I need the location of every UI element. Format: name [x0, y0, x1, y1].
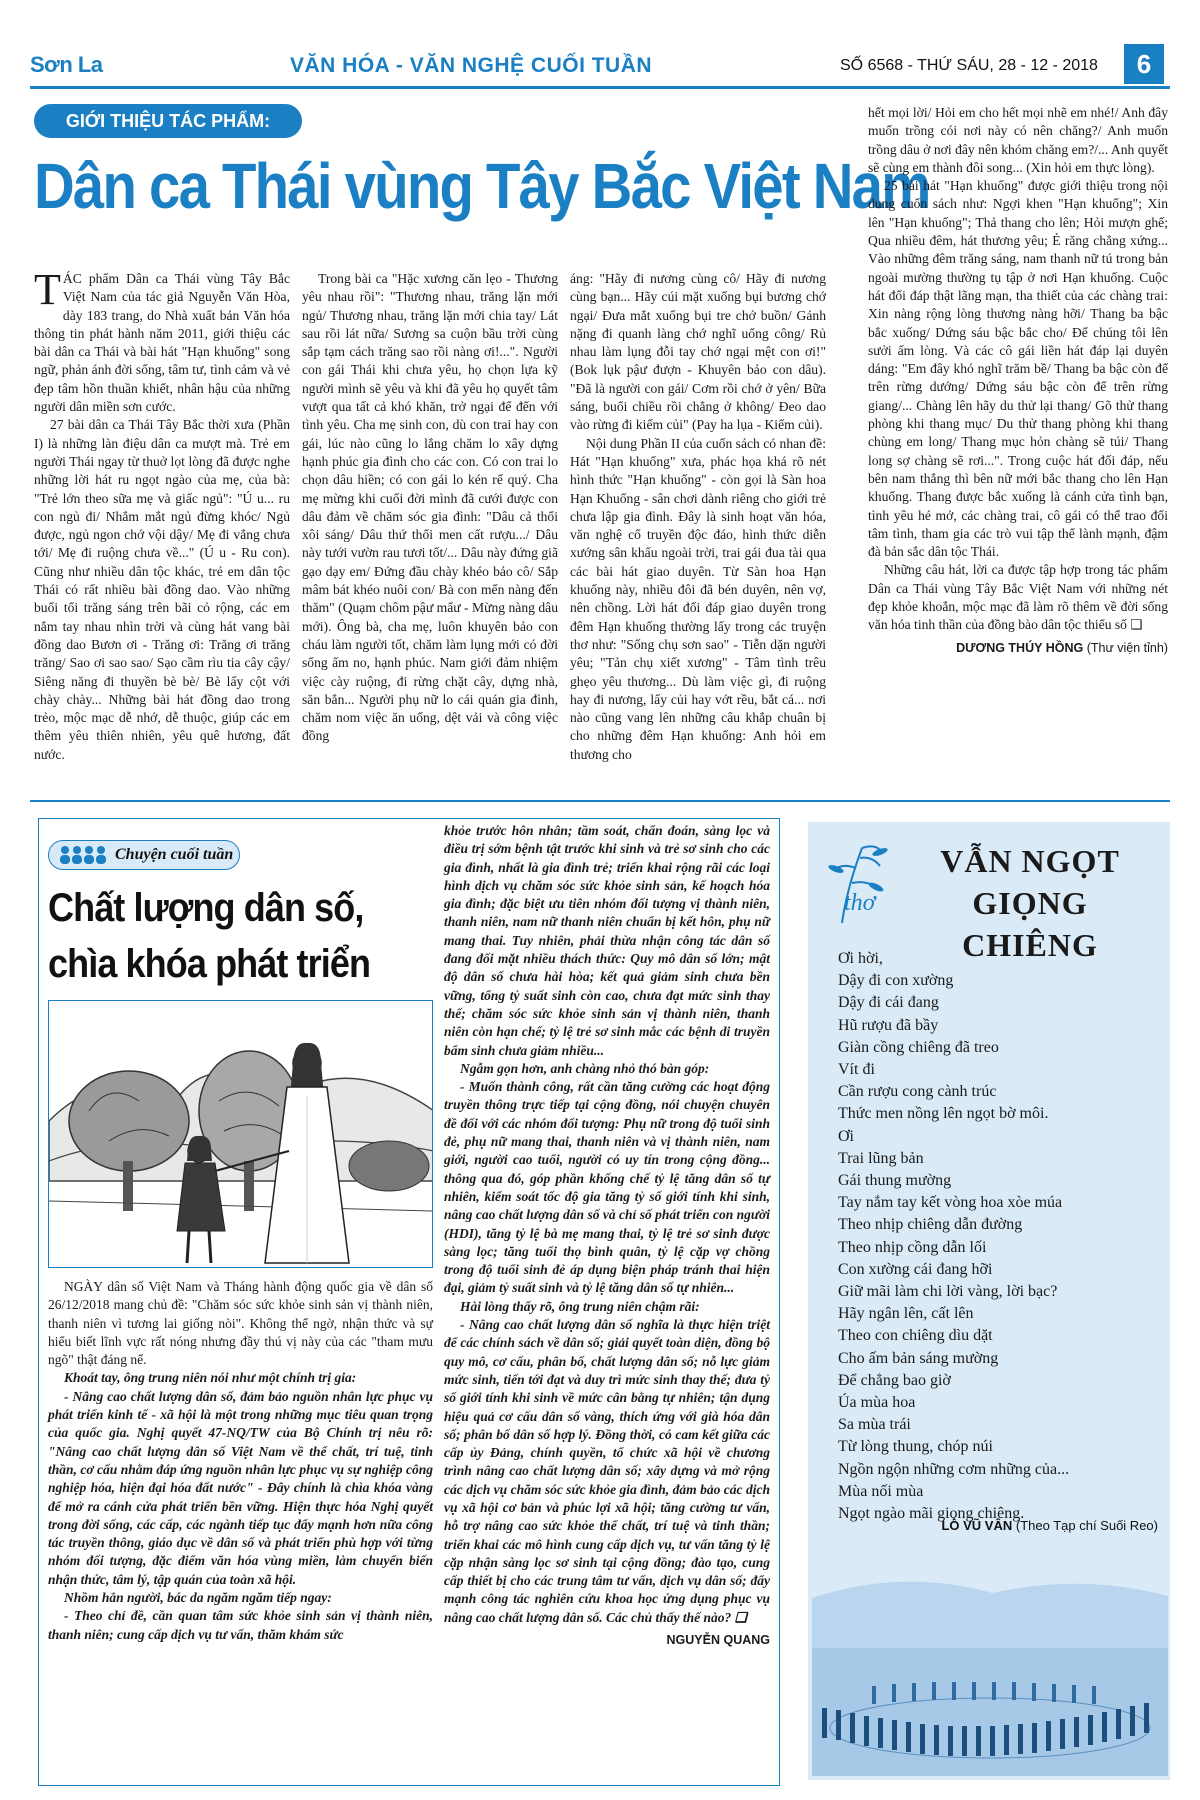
- feature-byline: [868, 639, 1168, 657]
- people-icon: [59, 845, 107, 870]
- feature-column-2: [302, 270, 558, 746]
- masthead: [30, 44, 1176, 84]
- poem-byline: [838, 1518, 1158, 1533]
- story-lead: NGÀY dân số Việt Nam và Tháng hành động quốc gia về dân số 26/12/2018 mang chủ đề: "Chăm sóc sức khỏe sinh sản vị thành niên, thanh niên vì tương lai giống nòi". Không thể ngờ, nhận thức và sự hiểu biết lĩnh vực rất nóng nhưng đầy thú vị này của các "tham mưu ngõ" thật đáng nể.: [48, 1279, 433, 1368]
- poem-line: Ngồn ngộn những cơm những của...: [838, 1460, 1070, 1478]
- issue-info: SỐ 6568 - THỨ SÁU, 28 - 12 - 2018: [840, 57, 1098, 74]
- feature-column-3: [570, 270, 826, 764]
- story-paragraph: Nhồm hẳn người, bác da ngăm ngăm tiếp ngay:: [64, 1590, 332, 1606]
- poem-line: Cần rượu cong cành trúc: [838, 1083, 997, 1101]
- feature-paragraph: hết mọi lời/ Hỏi em cho hết mọi nhẽ em nhé!/ Anh đây muốn trồng cói nơi này có nên chăng?/ Anh muốn trồng dâu ở nơi đây nên khóm chăng em?/... Anh quyết sẽ cùng em thành đôi song... (Xin hỏi em thực lòng).: [868, 105, 1168, 175]
- story-paragraph: Hài lòng thấy rõ, ông trung niên chậm rãi:: [460, 1298, 700, 1314]
- story-kicker: [48, 840, 240, 870]
- page-number: 6: [1124, 44, 1164, 84]
- poem-line: Thức men nồng lên ngọt bờ môi.: [838, 1105, 1049, 1123]
- feature-paragraph: Nội dung Phần II của cuốn sách có nhan đề: Hát "Hạn khuống" xưa, phác họa khá rõ nét hình thức "Hạn khuống" - còn gọi là Sàn hoa Hạn Khuống - sân chơi dành riêng cho giới trẻ chưa lập gia đình. Đây là sinh hoạt văn hóa, văn nghệ cổ truyền độc đáo, hình thức diễn xướng sân khấu ngoài trời, trai gái đua tài qua các bài hát giao duyên. Từ Sàn hoa Hạn khuống này, nhiều đôi đã bén duyên, nên vợ, nên chồng. Lời hát đối đáp giao duyên trong đêm Hạn khuống thường lấy trong các truyện thơ như: "Sống chụ sơn sao" - Tiễn dặn người yêu; "Tản chụ xiết xương" - Tâm tình trêu ghẹo yêu thương... Dù làm việc gì, đi ruộng hay đi nương, lấy củi hay vớt rều, bắt cá... nơi nào cũng vang lên những câu khắp chuân bị cho những đêm Hạn khuống: Anh hỏi em thương cho: [570, 435, 826, 762]
- poem-line: Hũ rượu đã bầy: [838, 1016, 939, 1034]
- feature-paragraph: 25 bài hát "Hạn khuống" được giới thiệu trong nội dung cuốn sách như: Ngợi khen "Hạn khuống"; Xin lên "Hạn khuống"; Thả thang cho lên; Hỏi mượn ghế; Qua nhiều đêm, hát thương yêu; Ẻ răng chẳng xứng... Vào những đêm trăng sáng, nam thanh nữ tú trong bản ngoài mường thường tụ tập ở nơi Hạn khuống. Cuộc hát đối đáp thật lãng mạn, tha thiết của các chàng trai: Xin nàng rộng lòng thương nàng hỡi/ Thang ba bậc bắc xuống/ Dứng sáu bậc bắc cho/ Để chúng tôi lên sưởi ấm lòng. Và các cô gái liền hát đáp lại duyên dáng: "Em đây khó nghĩ trăm bề/ Thang ba bậc còn để trên rừng dướng/ Dứng sáu bậc còn để trên rừng giang/... Chàng lên hãy du thử lại thang/ Gõ thử thang phòng khi thang mục/ Du thử thang phòng khi thang chùng em long/ Thang mục hỏn chàng sẽ túi/ Thang long sợ chàng sẽ rơi...". Trong cuộc hát đối đáp, nếu bên nam thắng thì bên nữ mới bắc thang cho lên Hạn khuống. Thang được bắc xuống là cánh cửa tình bạn, tình yêu hé mở, các chàng trai, cô gái có thể trao đổi tâm tình, tham gia các trò vui tập thể lành mạnh, đậm đà bản sắc dân tộc Thái.: [868, 178, 1168, 560]
- feature-paragraph: 27 bài dân ca Thái Tây Bắc thời xưa (Phần I) là những làn điệu dân ca mượt mà. Trẻ em người Thái ngay từ thuở lọt lòng đã được nghe những lời hát ru ngọt ngào của mẹ, của bà: "Trẻ lớn theo sữa mẹ và giấc ngủ": "Ú u... ru con ngủ đi/ Nhắm mắt ngủ đừng khóc/ Ngủ được, ngủ ngon chớ vội dậy/ Mẹ đi vắng chưa tới/ Mẹ đi ruộng chưa về..." (Ú u - Ru con). Cũng như nhiều dân tộc khác, trẻ em dân tộc Thái có rất nhiều bài đồng dao. Vào những buổi tối trăng sáng trên bãi cỏ rộng, các em nắm tay nhau nhìn trời và cùng hát vang bài đồng dao Bươn ơi - Trăng ơi: Trăng ơi trăng trăng/ Sao ơi sao sao/ Sạo cầm rìu tia cây cậy/ Siêng năng đi thuyền bè bè/ Bè lấy cột với chày chày... Những bài hát đồng dao trong trẻo, mộc mạc dễ nhớ, dễ thuộc, giúp các em thêm yêu thiên nhiên, yêu quê hương, đất nước.: [34, 417, 290, 762]
- story-paragraph: - Muốn thành công, rất cần tăng cường các hoạt động truyền thông trực tiếp tại cộng đồng, nói chuyện chuyên đề đối với các nhóm đối tượng: Phụ nữ trong độ tuổi sinh đẻ, phụ nữ mang thai, thanh niên và vị thành niên, nam giới, người cao tuổi, người có uy tín trong cộng đồng... thông qua đó, góp phần khống chế tỷ lệ tăng dân số tự nhiên, kiểm soát tốc độ gia tăng tỷ số giới tính khi sinh, nâng cao chất lượng dân số và chỉ số phát triển con người (HDI), tăng tỷ lệ bà mẹ mang thai, tỷ lệ trẻ sơ sinh được sàng lọc; tăng tuổi thọ bình quân, tỷ lệ cặp vợ chồng trong độ tuổi sinh đẻ áp dụng biện pháp tránh thai hiện đại, giảm tỷ suất sinh và tỷ lệ tăng dân số tự nhiên...: [444, 1079, 770, 1296]
- poem-line: Ơi hời,: [838, 950, 883, 967]
- poem-line: Tay nắm tay kết vòng hoa xòe múa: [838, 1194, 1063, 1212]
- section-title: VĂN HÓA - VĂN NGHỆ CUỐI TUẦN: [290, 54, 653, 77]
- feature-paragraph: áng: "Hãy đi nương cùng cô/ Hãy đi nương cùng bạn... Hãy cúi mặt xuống bụi bương chớ ngại/ Đưa mắt xuống bụi tre chớ buồn/ Gánh nặng đi quanh làng chớ nghĩ uổng công/ Rủ nhau làm lụng đỗi tay chớ ngại mệt con ơi!" (Bok lụk pậư đượn - Khuyên bảo con dâu). "Đã là người con gái/ Cơm rồi chớ ở yên/ Bữa sáng, buổi chiều rồi chẳng ở không/ Đeo dao vào rừng đi kiếm củi" (Pay ha lụa - Kiếm củi).: [570, 271, 826, 433]
- poem-line: Hãy ngân lên, cất lên: [838, 1305, 974, 1323]
- poem-line: Dậy đi cái đang: [838, 994, 939, 1012]
- poem-line: Vít đi: [838, 1061, 875, 1079]
- story-paragraph: - Theo chỉ đề, cần quan tâm sức khỏe sinh sản vị thành niên, thanh niên; cung cấp dịch vụ tư vấn, thăm khám sức: [48, 1608, 433, 1642]
- header-rule: [30, 86, 1170, 89]
- poem-logo-text: thơ: [844, 890, 876, 916]
- story-paragraph: [48, 1278, 433, 1369]
- poem-line: Theo nhịp chiêng dẫn đường: [838, 1216, 1023, 1234]
- poem-line: Cho ấm bản sáng mường: [838, 1349, 999, 1367]
- poem-title-line: VẪN NGỌT: [940, 843, 1120, 879]
- poem-source: (Theo Tạp chí Suối Reo): [1015, 1518, 1158, 1533]
- section-divider: [30, 800, 1170, 802]
- feature-column-1: [34, 265, 290, 764]
- feature-paragraph: Trong bài ca "Hặc xương căn lẹo - Thương yêu nhau rồi": "Thương nhau, trăng lặn mới ngủ/ Thương nhau, trăng lặn mới chia tay/ Lát sau rồi lát nữa/ Sương sa cuộn bầu trời cùng sắp tạm cách trăng sao rồi nàng ơi!...". Người con gái Thái khi chưa yêu, họ chọn lựa kỹ người mình sẽ yêu và khi đã yêu họ quyết tâm vượt qua tất cả khó khăn, trở ngại để đến với tình yêu. Cha mẹ sinh con, dù con trai hay con gái, lúc nào cũng lo lắng chăm lo xây dựng hạnh phúc gia đình cho các con. Có con trai lo chọn dâu hiền; có con gái lo kén rể quý. Cha mẹ mừng khi cuối đời mình đã cưới được con dâu đảm về chăm sóc gia đình: "Dâu cả thổi xôi sáng/ Dâu thứ thổi men cất rượu.../ Dâu này tưới vườn rau tươi tốt/... Dâu này đứng giã gạo dạy em/ Đứng đầu chày khéo bảo cô/ Sắp mâm bát khéo nuôi con/ Bà con mến nàng đến thăm" (Quạm chôm pậư mẩư - Mừng nàng dâu mới). Ông bà, cha mẹ, luôn khuyên bảo con cháu làm người tốt, chăm làm lụng mới có đời sống ấm no, hạnh phúc. Nam giới đảm nhiệm việc cày ruộng, đi rừng chặt cây, dựng nhà, săn bắn... Người phụ nữ lo cái quán gia đình, chăm nom việc ăn uống, dệt vải và công việc đồng: [302, 271, 558, 744]
- poem-line: Giữ mãi làm chi lời vàng, lời bạc?: [838, 1283, 1058, 1301]
- feature-column-4: [868, 104, 1168, 657]
- poem-body: [838, 948, 1158, 1525]
- poem-line: Gái thung mường: [838, 1172, 952, 1190]
- poem-line: Từ lòng thung, chóp núi: [838, 1438, 993, 1456]
- story-paragraph: khỏe trước hôn nhân; tầm soát, chẩn đoán, sàng lọc và điều trị sớm bệnh tật trước khi sinh và trẻ sơ sinh cho các gia đình, nhất là gia đình trẻ; triển khai rộng rãi các loại hình dịch vụ chăm sóc sức khỏe sinh sản, kế hoạch hóa gia đình; đặc biệt ưu tiên nhóm đối tượng vị thành niên, thanh niên, nam nữ thanh niên chuẩn bị kết hôn, phụ nữ mang thai. Tuy nhiên, phải thừa nhận công tác dân số đang đối mặt nhiều thách thức: Quy mô dân số lớn; mật độ dân số chưa hài hòa; kết quả giảm sinh chưa bền vững, tổng tỷ suất sinh còn cao, chưa đạt mức sinh thay thế; chăm sóc sức khỏe sinh sản vị thành niên, thanh niên còn hạn chế; tỷ lệ trẻ sơ sinh mắc các bệnh di truyền bẩm sinh chưa giảm nhiều...: [444, 823, 770, 1058]
- story-paragraph: - Nâng cao chất lượng dân số nghĩa là thực hiện triệt để các chính sách về dân số; giải quyết toàn diện, đồng bộ quy mô, cơ cấu, phân bố, chất lượng dân số; nỗ lực giảm mức sinh, tiến tới đạt và duy trì mức sinh thay thế; đưa tỷ số giới tính khi sinh về mức cân bằng tự nhiên; tận dụng hiệu quả cơ cấu dân số vàng, thích ứng với già hóa dân số; phân bố dân số hợp lý. Đồng thời, có cam kết giữa các cấp ủy Đảng, chính quyền, tổ chức xã hội về chương trình nâng cao chất lượng dân số; xây dựng và mở rộng các dịch vụ chăm sóc sức khỏe gia đình, đảm bảo các dịch vụ xã hội cơ bản và phúc lợi xã hội; tăng cường tư vấn, hỗ trợ nâng cao sức khỏe thể chất, trí tuệ và tinh thần; triển khai các mô hình cung cấp dịch vụ, tư vấn tăng tỷ lệ cặp nhận sàng lọc sơ sinh tại cộng đồng; đào tạo, cung cấp thiết bị cho các trung tâm tư vấn, dịch vụ dân số; đẩy mạnh công tác nghiên cứu khoa học ứng dụng phục vụ nâng cao chất lượng dân số. Các chủ thấy thế nào? ❑: [444, 1317, 770, 1625]
- poem-line: Mùa nối mùa: [838, 1482, 924, 1500]
- poem-logo: [822, 838, 912, 928]
- story-author: NGUYỄN QUANG: [666, 1633, 770, 1648]
- poem-line: Úa mùa hoa: [838, 1394, 916, 1412]
- poem-line: Trai lũng bản: [838, 1149, 924, 1167]
- poem-line: Để chẳng bao giờ: [838, 1371, 951, 1389]
- feature-paragraph: TÁC phẩm Dân ca Thái vùng Tây Bắc Việt Nam của tác giả Nguyễn Văn Hòa, dày 183 trang, do Nhà xuất bản Văn hóa thông tin phát hành năm 2011, giới thiệu các bài dân ca Thái và bài hát "Hạn khuống" song ngữ, phản ánh đời sống, tâm tư, tình cảm và vẻ đẹp tâm hồn thuần khiết, nhân hậu của những người dân miền sơn cước.: [34, 265, 290, 415]
- poem-title-line: GIỌNG CHIÊNG: [962, 885, 1098, 963]
- poem-line: Dậy đi con xường: [838, 972, 954, 990]
- poem-author: LÒ VŨ VÂN: [941, 1518, 1013, 1533]
- xoe-dance-photo: [812, 1558, 1168, 1776]
- feature-paragraph: Những câu hát, lời ca được tập hợp trong tác phẩm Dân ca Thái vùng Tây Bắc Việt Nam với những nét đẹp khỏe khoắn, mộc mạc đã làm rõ thêm về đời sống văn hóa tinh thần của đồng bào dân tộc thiểu số ❑: [868, 562, 1168, 633]
- poem-line: Giàn cồng chiêng đã treo: [838, 1038, 999, 1056]
- poem-line: Sa mùa trái: [838, 1416, 911, 1434]
- feature-headline: Dân ca Thái vùng Tây Bắc Việt Nam: [34, 150, 930, 222]
- story-column-1: [48, 1278, 433, 1644]
- poem-line: Theo con chiêng dìu dặt: [838, 1327, 993, 1345]
- byline-name: DƯƠNG THÚY HỒNG: [956, 640, 1084, 655]
- story-illustration: [48, 1000, 433, 1268]
- story-column-2: [444, 822, 770, 1649]
- poem-line: Con xường cái đang hỡi: [838, 1260, 993, 1278]
- byline-note: (Thư viện tỉnh): [1086, 640, 1168, 655]
- poem-line: Theo nhịp cồng dẫn lối: [838, 1238, 987, 1256]
- feature-tag: GIỚI THIỆU TÁC PHẨM:: [34, 104, 302, 138]
- newspaper-brand: Sơn La: [30, 52, 103, 77]
- dance-photo-graphic: [812, 1558, 1168, 1776]
- story-title: Chất lượng dân số, chìa khóa phát triển: [48, 886, 371, 986]
- poem-line: Ngọt ngào mãi giọng chiêng.: [838, 1505, 1025, 1523]
- story-paragraph: Khoát tay, ông trung niên nói như một chính trị gia:: [64, 1370, 357, 1386]
- bamboo-icon: [822, 838, 912, 928]
- story-paragraph: - Nâng cao chất lượng dân số, đảm bảo nguồn nhân lực phục vụ phát triển kinh tế - xã hội là một trong những mục tiêu quan trọng của quốc gia. Nghị quyết 47-NQ/TW của Bộ Chính trị nêu rõ: "Nâng cao chất lượng dân số Việt Nam về thể chất, trí tuệ, tinh thần, cơ cấu nhằm đáp ứng nguồn nhân lực phục vụ sự nghiệp công nghiệp hóa, hiện đại hóa đất nước" - Đây chính là chìa khóa vàng để mở ra cánh cửa phát triển bền vững. Hiện thực hóa Nghị quyết trong đời sống, các cấp, các ngành tiếp tục đẩy mạnh hơn nữa công tác truyền thông, giáo dục về dân số và phát triển phù hợp với từng nhóm đối tượng, đặc điểm văn hóa vùng miền, làm chuyển biến nhận thức, tâm lý, tập quán của toàn xã hội.: [48, 1388, 433, 1587]
- family-illustration: [49, 1001, 433, 1268]
- poem-line: Ơi: [838, 1127, 854, 1145]
- story-paragraph: Ngẫm gọn hơn, anh chàng nhỏ thó bàn góp:: [460, 1060, 710, 1076]
- kicker-label: Chuyện cuối tuần: [115, 846, 234, 863]
